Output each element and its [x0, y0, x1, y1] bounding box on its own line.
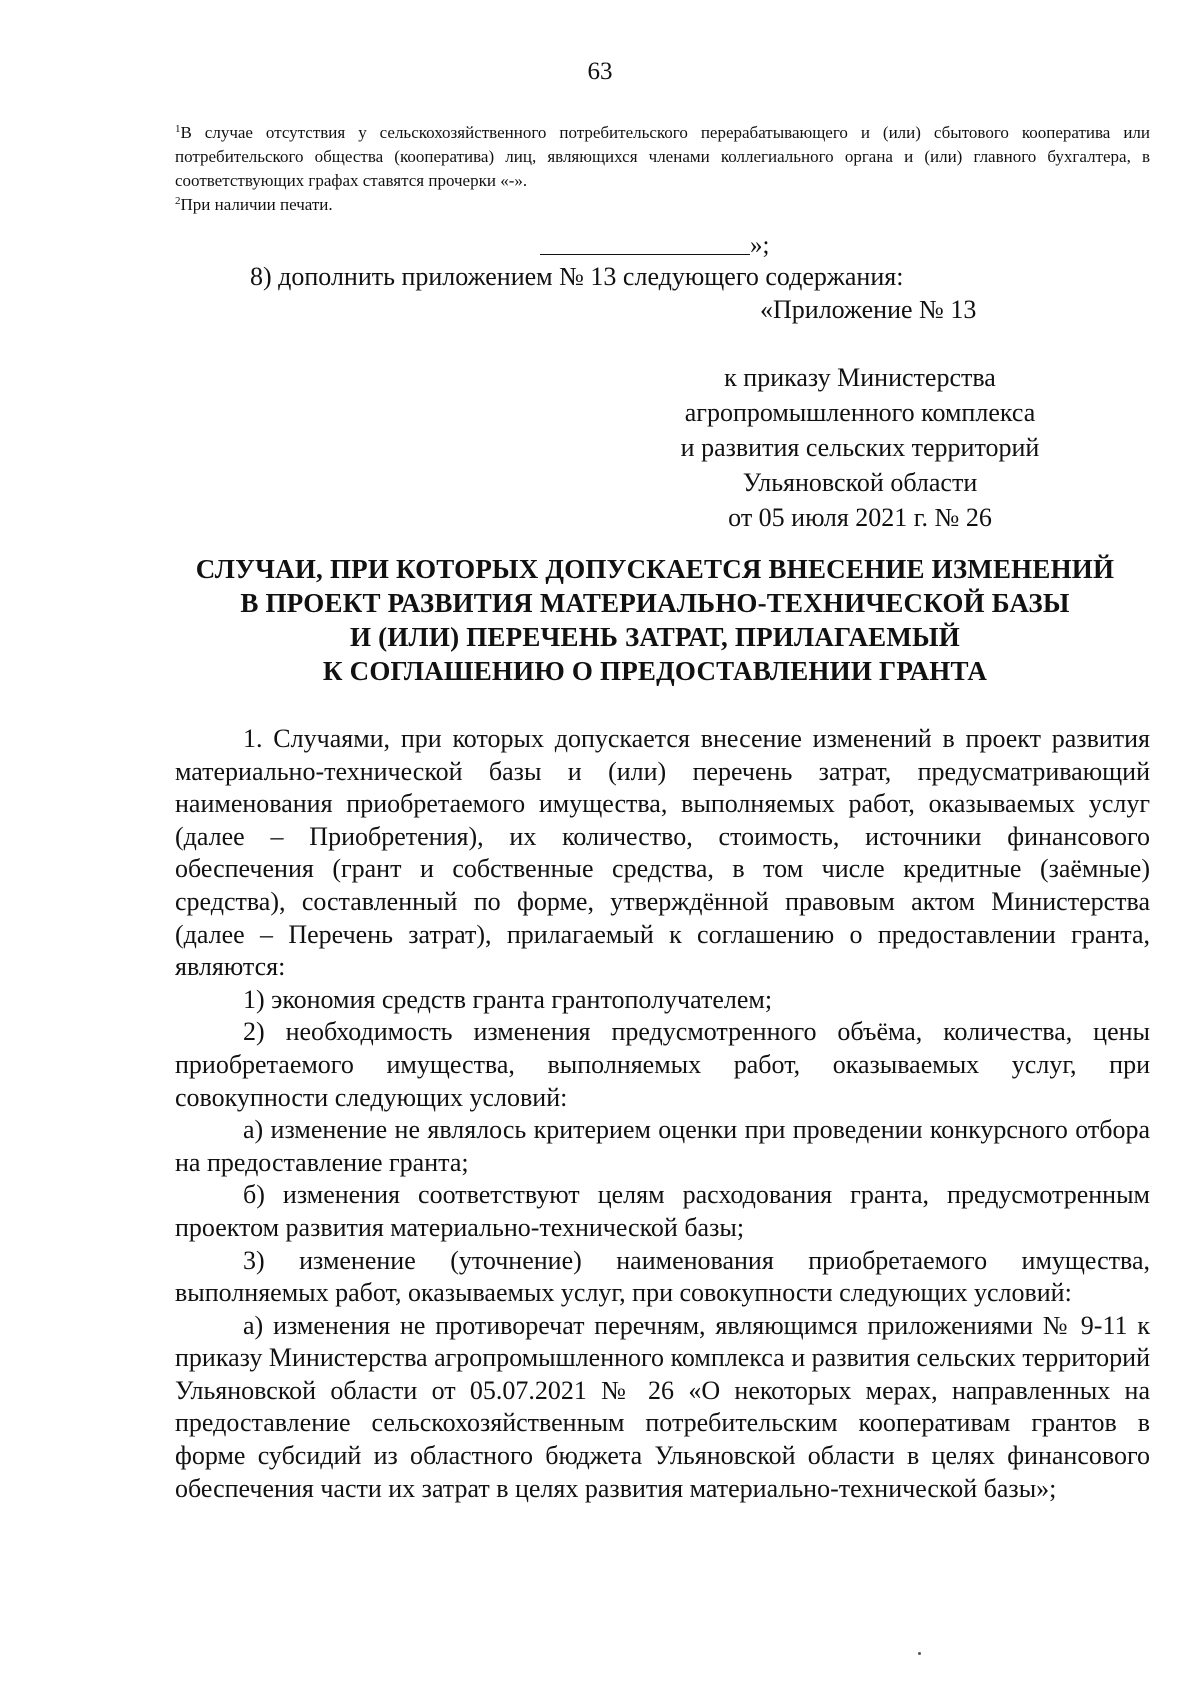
document-title: [160, 552, 1150, 688]
paragraph: 1) экономия средств гранта грантополучателем;: [243, 984, 773, 1014]
body-text: [175, 723, 1150, 1505]
footnote-2: [175, 193, 1150, 217]
footnotes: [175, 121, 1150, 217]
appendix-reference-line: и развития сельских территорий: [680, 433, 1040, 462]
paragraph: 1. Случаями, при которых допускается внесение изменений в проект развития материально-технической базы и (или) перечень затрат, предусматривающий наименования приобретаемого имущества, выполняемых работ, оказываемых услуг (далее – Приобретения), их количество, стоимость, источники финансового обеспечения (грант и собственные средства, в том числе кредитные (заёмные) средства), составленный по форме, утверждённой правовым актом Министерства (далее – Перечень затрат), прилагаемый к соглашению о предоставлении гранта, являются:: [175, 724, 1150, 982]
document-title-line: СЛУЧАИ, ПРИ КОТОРЫХ ДОПУСКАЕТСЯ ВНЕСЕНИЕ ИЗМЕНЕНИЙ: [195, 554, 1115, 584]
footnote-1: [175, 121, 1150, 193]
document-title-line: И (ИЛИ) ПЕРЕЧЕНЬ ЗАТРАТ, ПРИЛАГАЕМЫЙ: [350, 622, 960, 652]
document-title-line: В ПРОЕКТ РАЗВИТИЯ МАТЕРИАЛЬНО-ТЕХНИЧЕСКОЙ БАЗЫ: [240, 588, 1070, 618]
appendix-reference-line: агропромышленного комплекса: [684, 398, 1036, 427]
footnote-text: В случае отсутствия у сельскохозяйственного потребительского перерабатывающего и (или) сбытового кооператива или потребительского общества (кооператива) лиц, являющихся членами коллегиального органа и (или) главного бухгалтера, в соответствующих графах ставятся прочерки «-».: [175, 123, 1150, 190]
appendix-title: «Приложение № 13: [760, 295, 977, 324]
paragraph: а) изменения не противоречат перечням, являющимся приложениями № 9-11 к приказу Министерства агропромышленного комплекса и развития сельских территорий Ульяновской области от 05.07.2021 № 26 «О некоторых мерах, направленных на предоставление сельскохозяйственным потребительским кооперативам грантов в форме субсидий из областного бюджета Ульяновской области в целях финансового обеспечения части их затрат в целях развития материально-технической базы»;: [175, 1310, 1150, 1503]
closing-mark: »;: [750, 232, 770, 259]
appendix-reference: [630, 360, 1090, 535]
footnote-mark: 2: [175, 195, 181, 207]
amendment-line: 8) дополнить приложением № 13 следующего содержания:: [250, 262, 904, 291]
paragraph: а) изменение не являлось критерием оценки при проведении конкурсного отбора на предоставление гранта;: [175, 1115, 1150, 1177]
appendix-reference-line: от 05 июля 2021 г. № 26: [728, 503, 992, 532]
document-title-line: К СОГЛАШЕНИЮ О ПРЕДОСТАВЛЕНИИ ГРАНТА: [322, 656, 988, 686]
appendix-reference-line: к приказу Министерства: [724, 363, 996, 392]
footnote-mark: 1: [175, 123, 181, 135]
footnote-text: При наличии печати.: [180, 195, 333, 214]
closing-line: [540, 232, 769, 260]
blank-underline: [540, 232, 750, 255]
paragraph: б) изменения соответствуют целям расходования гранта, предусмотренным проектом развития материально-технической базы;: [175, 1180, 1150, 1242]
appendix-reference-line: Ульяновской области: [742, 468, 978, 497]
paragraph: 3) изменение (уточнение) наименования приобретаемого имущества, выполняемых работ, оказываемых услуг, при совокупности следующих условий:: [175, 1245, 1150, 1308]
scan-speck: [918, 1652, 921, 1655]
page-number: 63: [587, 58, 613, 85]
paragraph: 2) необходимость изменения предусмотренного объёма, количества, цены приобретаемого имущества, выполняемых работ, оказываемых услуг, при совокупности следующих условий:: [175, 1017, 1150, 1112]
